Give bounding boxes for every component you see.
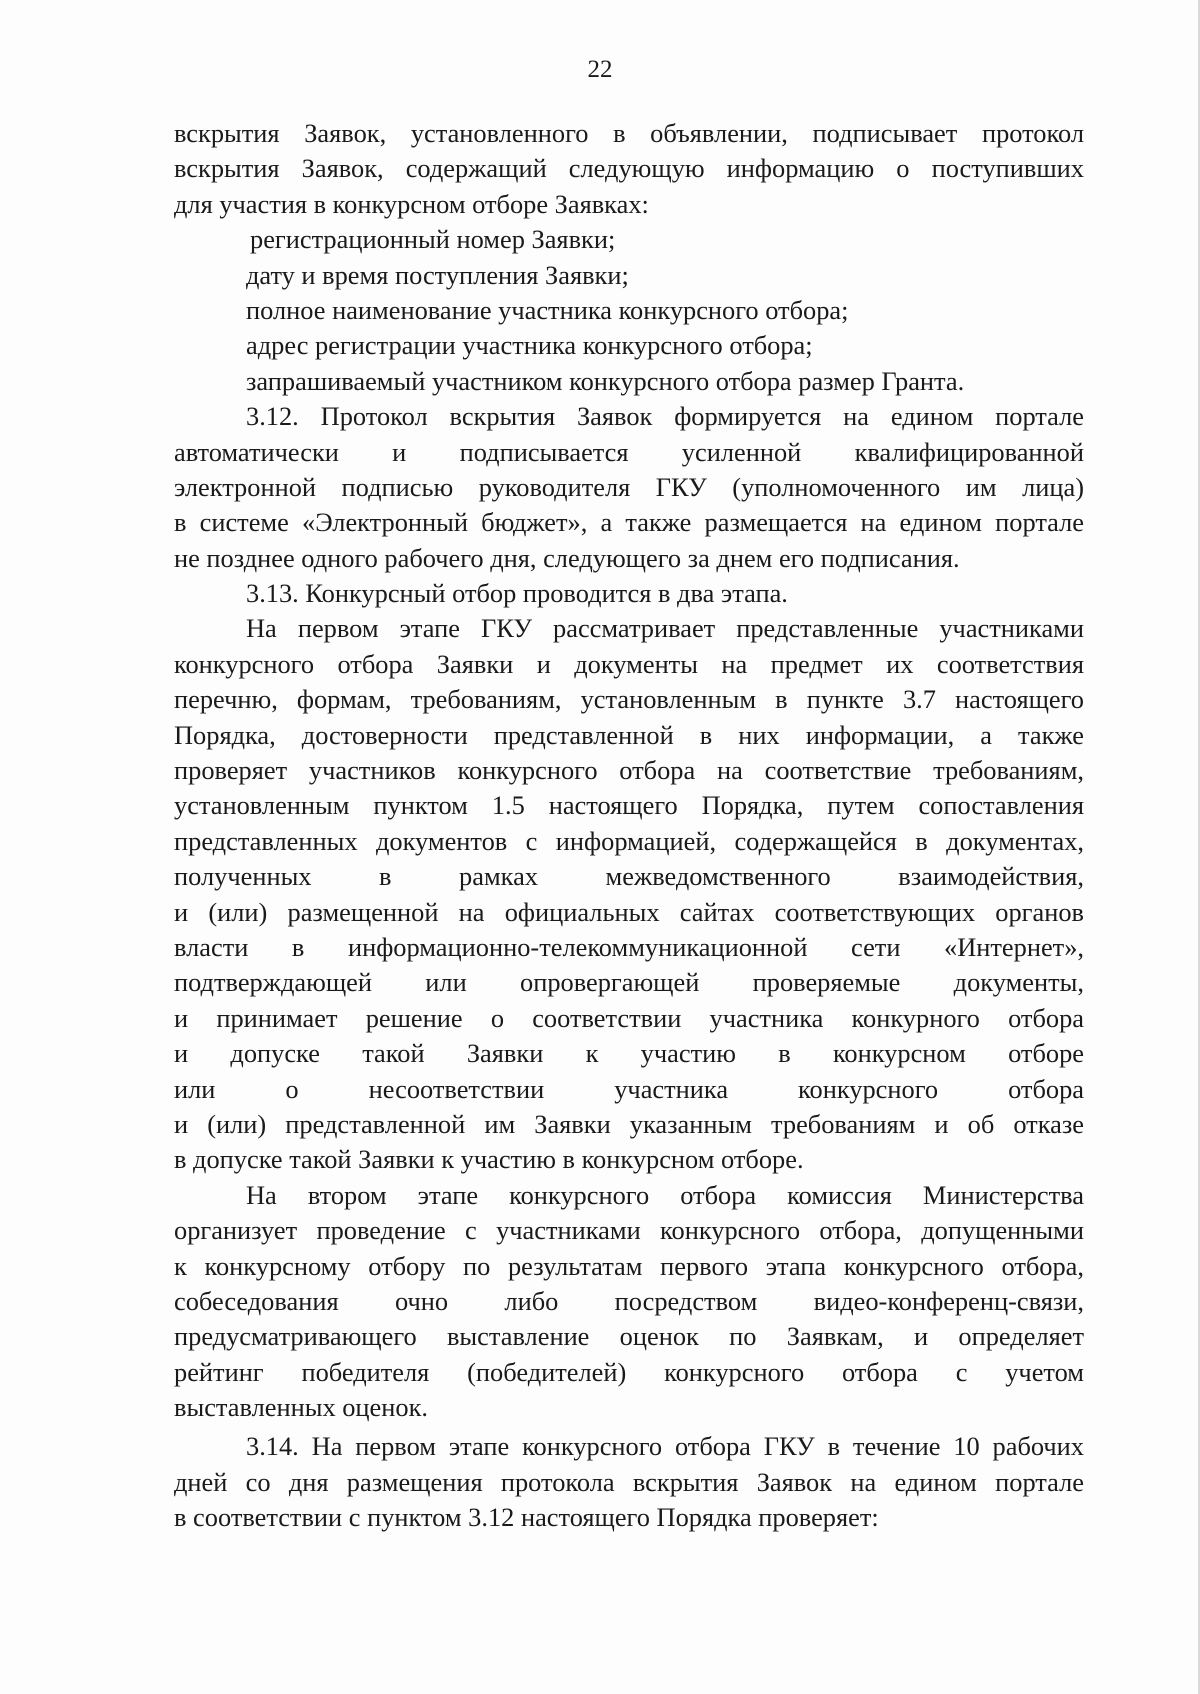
text-line: вскрытия Заявок, содержащий следующую информацию о поступивших [174, 153, 1084, 184]
list-item: полное наименование участника конкурсного отбора; [246, 294, 849, 325]
text-line: предусматривающего выставление оценок по Заявкам, и определяет [174, 1321, 1084, 1352]
paragraph-start: На втором этапе конкурсного отбора комиссия Министерства [246, 1179, 1084, 1210]
text-line: проверяет участников конкурсного отбора на соответствие требованиям, [174, 755, 1084, 786]
list-item: регистрационный номер Заявки; [250, 224, 616, 255]
text-line: вскрытия Заявок, установленного в объявлении, подписывает протокол [174, 118, 1084, 148]
text-line: перечню, формам, требованиям, установленным в пункте 3.7 настоящего [174, 684, 1084, 715]
text-line: и (или) размещенной на официальных сайтах соответствующих органов [174, 896, 1084, 927]
text-line: Порядка, достоверности представленной в них информации, а также [174, 719, 1084, 750]
text-line: выставленных оценок. [174, 1392, 429, 1423]
paragraph-start: 3.13. Конкурсный отбор проводится в два этапа. [246, 578, 788, 609]
text-line: не позднее одного рабочего дня, следующего за днем его подписания. [174, 542, 960, 573]
paragraph-start: На первом этапе ГКУ рассматривает представленные участниками [246, 613, 1084, 644]
paragraph-start: 3.14. На первом этапе конкурсного отбора ГКУ в течение 10 рабочих [246, 1431, 1084, 1462]
text-line: электронной подписью руководителя ГКУ (уполномоченного им лица) [174, 471, 1084, 502]
text-line: установленным пунктом 1.5 настоящего Порядка, путем сопоставления [174, 790, 1084, 821]
text-line: к конкурсному отбору по результатам первого этапа конкурсного отбора, [174, 1250, 1084, 1281]
list-item: адрес регистрации участника конкурсного отбора; [246, 330, 813, 361]
page-number: 22 [587, 56, 613, 83]
text-line: или о несоответствии участника конкурсного отбора [174, 1073, 1084, 1104]
text-line: власти в информационно-телекоммуникационной сети «Интернет», [174, 931, 1084, 962]
text-line: рейтинг победителя (победителей) конкурсного отбора с учетом [174, 1356, 1084, 1387]
list-item: дату и время поступления Заявки; [246, 259, 629, 290]
text-line: и принимает решение о соответствии участника конкурного отбора [174, 1002, 1084, 1033]
text-line: дней со дня размещения протокола вскрытия Заявок на едином портале [174, 1466, 1084, 1497]
text-line: организует проведение с участниками конкурсного отбора, допущенными [174, 1215, 1084, 1246]
list-item: запрашиваемый участником конкурсного отбора размер Гранта. [246, 365, 965, 396]
text-line: подтверждающей или опровергающей проверяемые документы, [174, 967, 1084, 998]
text-line: в допуске такой Заявки к участию в конкурсном отборе. [174, 1144, 804, 1175]
text-line: собеседования очно либо посредством видео-конференц-связи, [174, 1285, 1084, 1316]
text-line: конкурсного отбора Заявки и документы на предмет их соответствия [174, 648, 1084, 679]
text-line: в соответствии с пунктом 3.12 настоящего Порядка проверяет: [174, 1502, 879, 1533]
paragraph-start: 3.12. Протокол вскрытия Заявок формируется на едином портале [246, 401, 1084, 432]
text-line: в системе «Электронный бюджет», а также размещается на едином портале [174, 507, 1084, 538]
text-line: автоматически и подписывается усиленной квалифицированной [174, 436, 1084, 467]
text-line: для участия в конкурсном отборе Заявках: [174, 188, 649, 219]
text-line: и (или) представленной им Заявки указанным требованиям и об отказе [174, 1108, 1084, 1139]
text-line: представленных документов с информацией, содержащейся в документах, [174, 825, 1084, 856]
document-body [174, 116, 1084, 1536]
text-line: и допуске такой Заявки к участию в конкурсном отборе [174, 1038, 1084, 1069]
text-line: полученных в рамках межведомственного взаимодействия, [174, 861, 1084, 892]
